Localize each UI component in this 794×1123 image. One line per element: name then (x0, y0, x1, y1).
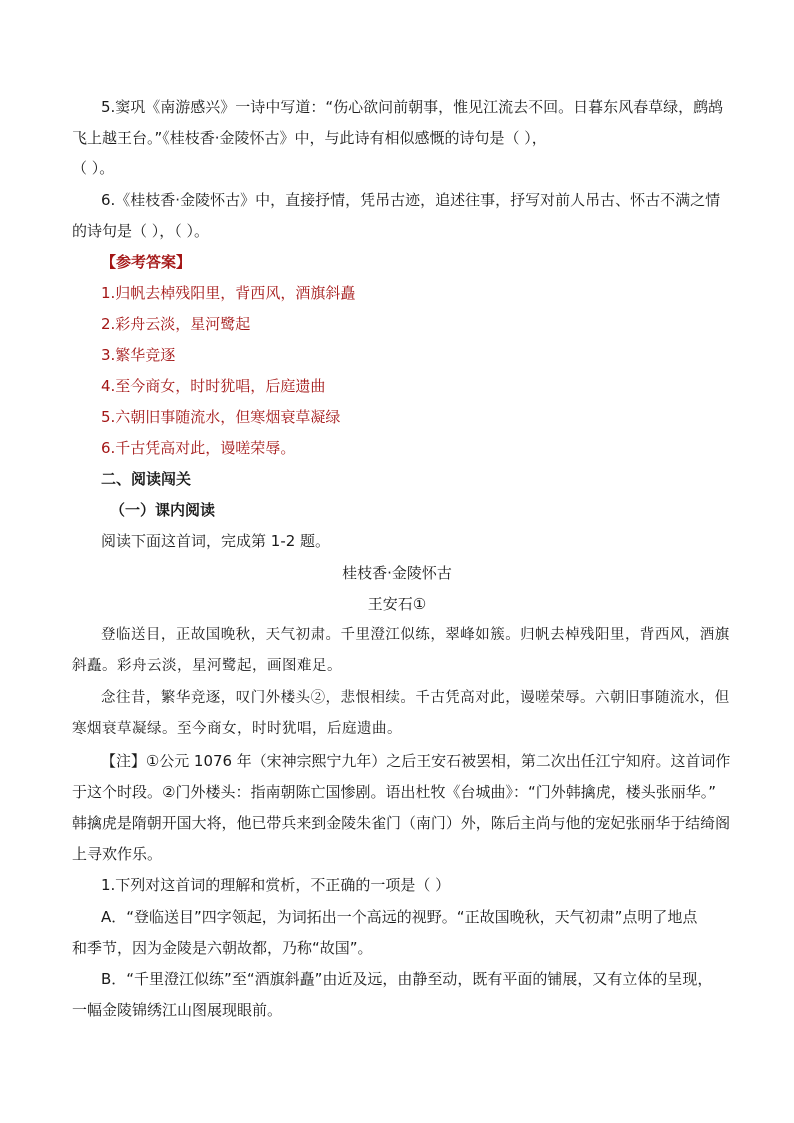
option-a-line-2: 和季节，因为金陵是六朝故都，乃称“故国”。 (72, 939, 373, 957)
answer-heading: 【参考答案】 (101, 253, 192, 271)
option-b-line-2: 一幅金陵锦绣江山图展现眼前。 (72, 1001, 283, 1019)
question-5-line-3: （ ）。 (72, 159, 115, 177)
poem-line: 寒烟衰草凝绿。至今商女，时时犹唱，后庭遗曲。 (72, 721, 402, 737)
option-a-line-1: A．“登临送目”四字领起，为词拓出一个高远的视野。“正故国晚秋，天气初肃”点明了地点 (101, 908, 698, 926)
note-line: 上寻欢作乐。 (72, 845, 163, 863)
reading-instruction: 阅读下面这首词，完成第 1-2 题。 (101, 532, 331, 550)
poem-line: 登临送目，正故国晚秋，天气初肃。千里澄江似练，翠峰如簇。归帆去棹残阳里，背西风，酒旗 (101, 627, 730, 643)
note-line: 【注】①公元 1076 年（宋神宗熙宁九年）之后王安石被罢相，第二次出任江宁知府。这首词作 (101, 752, 731, 770)
poem-author: 王安石① (367, 595, 427, 613)
subsection-title: （一）课内阅读 (110, 501, 216, 519)
answer-item: 6.千古凭高对此，谩嗟荣辱。 (101, 439, 296, 457)
poem-line: 念往昔，繁华竞逐，叹门外楼头②，悲恨相续。千古凭高对此，谩嗟荣辱。六朝旧事随流水，但 (101, 690, 730, 706)
question-6-line-2: 的诗句是（ ），（ ）。 (72, 222, 210, 240)
answer-item: 4.至今商女，时时犹唱，后庭遗曲 (101, 377, 326, 395)
poem-title: 桂枝香·金陵怀古 (342, 564, 452, 582)
question-5-line-1: 5.窦巩《南游感兴》一诗中写道：“伤心欲问前朝事，惟见江流去不回。日暮东风春草绿，鹧鸪 (101, 98, 724, 116)
answer-item: 2.彩舟云淡，星河鹭起 (101, 315, 251, 333)
poem-line: 斜矗。彩舟云淡，星河鹭起，画图难足。 (72, 658, 342, 674)
question-6-line-1: 6.《桂枝香·金陵怀古》中，直接抒情，凭吊古迹，追述往事，抒写对前人吊古、怀古不满之情 (101, 191, 721, 209)
answer-item: 3.繁华竞逐 (101, 346, 176, 364)
question-1: 1.下列对这首词的理解和赏析，不正确的一项是（ ） (101, 876, 451, 894)
answer-item: 1.归帆去棹残阳里，背西风，酒旗斜矗 (101, 284, 356, 302)
note-line: 于这个时段。②门外楼头：指南朝陈亡国惨剧。语出杜牧《台城曲》：“门外韩擒虎，楼头张丽华。” (72, 783, 716, 801)
question-5-line-2: 飞上越王台。”《桂枝香·金陵怀古》中，与此诗有相似感慨的诗句是（ ）， (72, 129, 547, 147)
option-b-line-1: B．“千里澄江似练”至“酒旗斜矗”由近及远，由静至动，既有平面的铺展，又有立体的呈现， (101, 970, 713, 988)
section-title: 二、阅读闯关 (101, 470, 192, 488)
note-line: 韩擒虎是隋朝开国大将，他已带兵来到金陵朱雀门（南门）外，陈后主尚与他的宠妃张丽华于结绮阁 (72, 814, 731, 832)
answer-item: 5.六朝旧事随流水，但寒烟衰草凝绿 (101, 408, 341, 426)
